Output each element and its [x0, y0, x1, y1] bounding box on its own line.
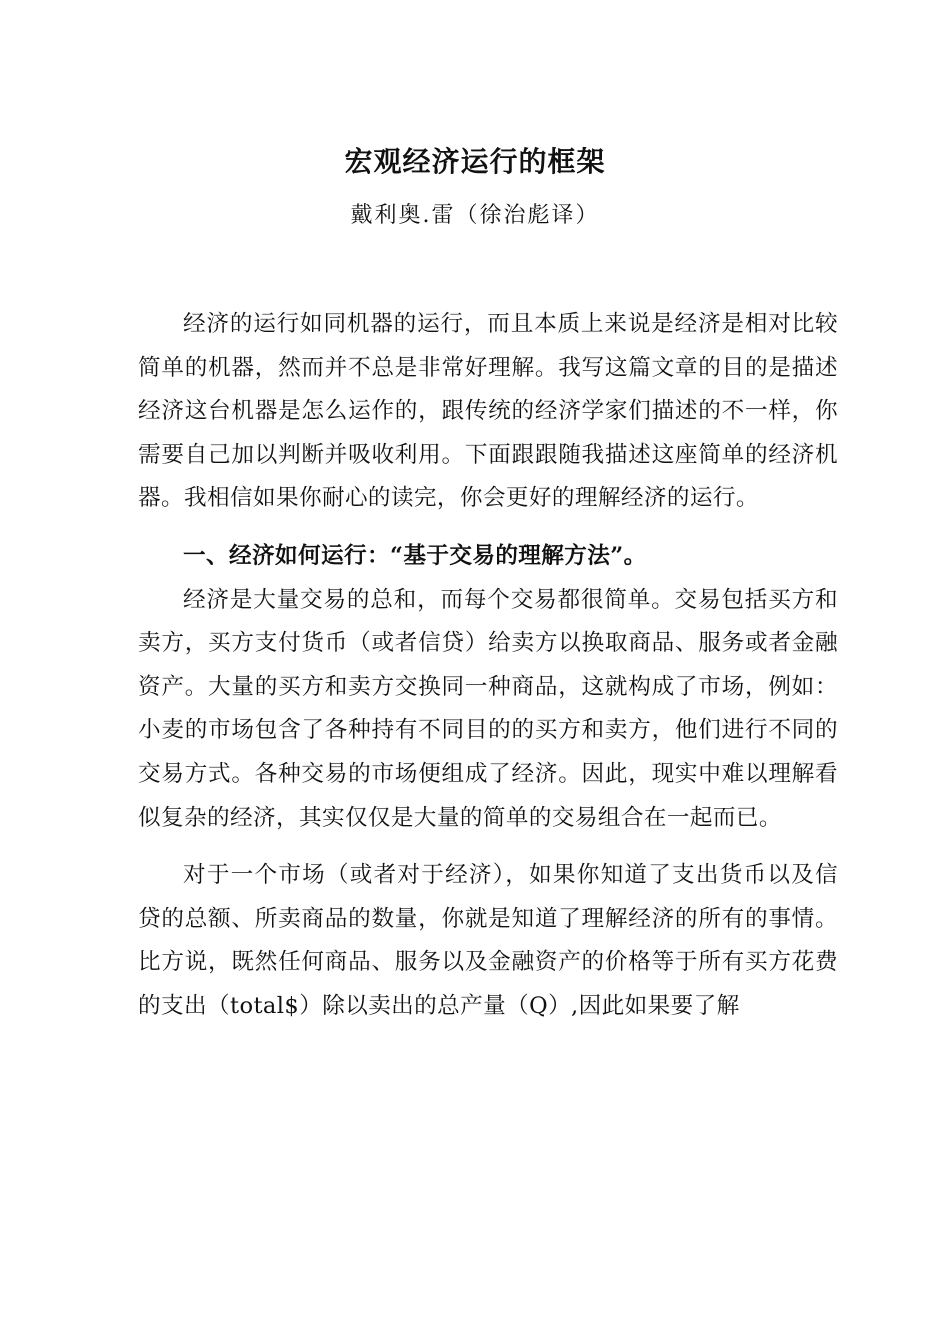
- paragraph-intro: 经济的运行如同机器的运行，而且本质上来说是经济是相对比较简单的机器，然而并不总是非常好理解。我写这篇文章的目的是描述经济这台机器是怎么运作的，跟传统的经济学家们描述的不一样，你需要自己加以判断并吸收利用。下面跟跟随我描述这座简单的经济机器。我相信如果你耐心的读完，你会更好的理解经济的运行。: [138, 311, 838, 512]
- paragraph-gap: [138, 840, 838, 854]
- paragraph-transactions: 经济是大量交易的总和，而每个交易都很简单。交易包括买方和卖方，买方支付货币（或者信贷）给卖方以换取商品、服务或者金融资产。大量的买方和卖方交换同一种商品，这就构成了市场，例如：小麦的市场包含了各种持有不同目的的买方和卖方，他们进行不同的交易方式。各种交易的市场便组成了经济。因此，现实中难以理解看似复杂的经济，其实仅仅是大量的简单的交易组合在一起而已。: [138, 586, 838, 831]
- document-title: 宏观经济运行的框架: [344, 145, 606, 178]
- paragraph-market-total: 对于一个市场（或者对于经济），如果你知道了支出货币以及信贷的总额、所卖商品的数量，你就是知道了理解经济的所有的事情。比方说，既然任何商品、服务以及金融资产的价格等于所有买方花费的支出（total$）除以卖出的总产量（Q）,因此如果要了解: [138, 862, 838, 1019]
- document-body: [138, 303, 838, 1029]
- paragraph-gap: [138, 521, 838, 535]
- section-heading: 一、经济如何运行：“基于交易的理解方法”。: [183, 542, 647, 569]
- document-author: 戴利奥.雷（徐治彪译）: [350, 203, 600, 228]
